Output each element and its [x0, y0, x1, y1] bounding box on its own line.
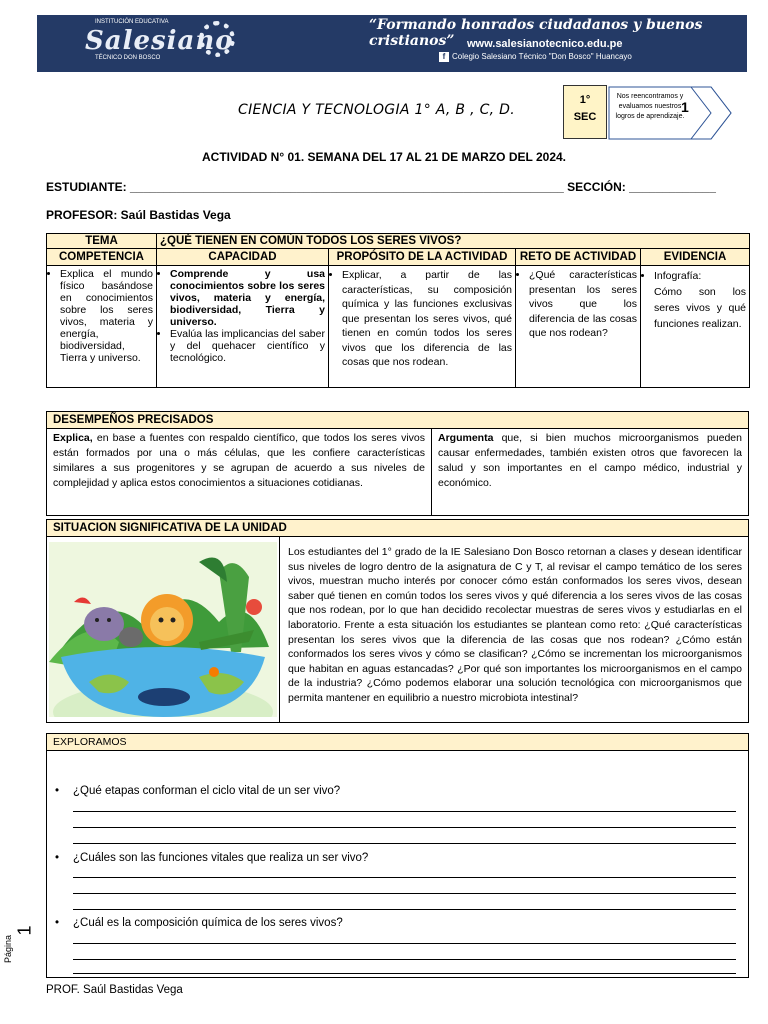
desempenos-section — [46, 411, 749, 516]
answer-line[interactable] — [73, 893, 736, 894]
page-label: Página — [3, 934, 14, 964]
situacion-body — [46, 537, 749, 723]
tema-label: TEMA — [47, 234, 157, 249]
reto-cell — [516, 266, 641, 388]
facebook-line — [439, 52, 632, 62]
capacidad-item: • Comprende y usa conocimientos sobre los seres vivos, materia y energía, biodiversidad, Tierra y universo. — [170, 268, 325, 328]
school-website: www.salesianotecnico.edu.pe — [467, 38, 623, 50]
page-number: 1 — [14, 925, 35, 936]
competencia-text: • Explica el mundo físico basándose en conocimientos sobre los seres vivos, materia y energía, biodiversidad, Tierra y universo. — [60, 268, 153, 364]
header-proposito: PROPÓSITO DE LA ACTIVIDAD — [329, 249, 516, 266]
proposito-text: • Explicar, a partir de las características, su composición química y las funciones exclusivas que presentan los seres vivos, qué tienen en común todos los seres vivos que los diferencia de las cosas que nos rodean. — [342, 268, 512, 370]
school-slogan: “Formando honrados ciudadanos y buenos cristianos” — [369, 17, 703, 49]
answer-line[interactable] — [73, 959, 736, 960]
answer-line[interactable] — [73, 877, 736, 878]
question-text: ¿Qué etapas conforman el ciclo vital de un ser vivo? — [73, 785, 341, 797]
situacion-section — [46, 519, 749, 723]
animals-globe-illustration — [49, 542, 277, 717]
facebook-page-name: Colegio Salesiano Técnico "Don Bosco" Huancayo — [452, 52, 632, 61]
bullet-icon: • — [55, 852, 60, 864]
header-capacidad: CAPACIDAD — [157, 249, 329, 266]
desempeno-right — [432, 429, 748, 515]
answer-line[interactable] — [73, 811, 736, 812]
activity-title: ACTIVIDAD N° 01. SEMANA DEL 17 AL 21 DE MARZO DEL 2024. — [202, 150, 566, 164]
school-logo-subtitle: TÉCNICO DON BOSCO — [95, 55, 161, 61]
answer-line[interactable] — [73, 843, 736, 844]
grade-ribbon — [563, 85, 733, 141]
ribbon-text: Nos reencontramos y evaluamos nuestros logros de aprendizaje. — [615, 93, 685, 120]
desempenos-body — [46, 429, 749, 516]
situacion-title: SITUACION SIGNIFICATIVA DE LA UNIDAD — [46, 519, 749, 537]
header-evidencia: EVIDENCIA — [641, 249, 750, 266]
capacidad-item: • Evalúa las implicancias del saber y del quehacer científico y tecnológico. — [170, 328, 325, 364]
competencia-cell — [47, 266, 157, 388]
answer-line[interactable] — [73, 943, 736, 944]
header-reto: RETO DE ACTIVIDAD — [516, 249, 641, 266]
evidencia-cell — [641, 266, 750, 388]
page-indicator — [3, 920, 35, 980]
school-logo-text: Salesiano — [85, 26, 234, 56]
bullet-icon: • — [55, 785, 60, 797]
question-item — [55, 785, 341, 797]
situacion-text: Los estudiantes del 1° grado de la IE Salesiano Don Bosco retornan a clases y desean identificar sus niveles de logro dentro de la asignatura de C y T, al revisar el campo temático de los seres vivos, muestran mucho interés por conocer cómo están conformados los seres vivos, desean saber qué tienen en común todos los seres vivos y qué diferencia a los seres vivos de las cosas que nos rodean, por lo que han decidido recolectar muestras de seres vivos y estudiarlas en el laboratorio. Frente a esta situación los estudiantes se plantean como reto: ¿Qué características presentan los seres vivos que la diferencia de las cosas que nos rodean? ¿Cómo están conformados los seres vivos y cómo se clasifican? ¿Cómo se incrementan los microorganismos que habitan en aguas estancadas? ¿Por qué son importantes los microorganismos en el campo de la industria? ¿Cómo podemos elaborar una solución tecnológica con microorganismos que permita mantener en equilibrio a nuestro microbiota intestinal? — [279, 537, 748, 722]
question-text: ¿Cuál es la composición química de los seres vivos? — [73, 917, 343, 929]
question-text: ¿Cuáles son las funciones vitales que realiza un ser vivo? — [73, 852, 369, 864]
footer-teacher: PROF. Saúl Bastidas Vega — [46, 984, 183, 996]
school-banner — [37, 15, 747, 72]
desempeno-right-text: que, si bien muchos microorganismos pueden causar enfermedades, también existen otros que favorecen la salud y son importantes en el campo médico, industrial y económico. — [438, 432, 742, 489]
learning-table — [46, 233, 750, 388]
desempeno-right-verb: Argumenta — [438, 432, 494, 444]
reto-text: • ¿Qué características presentan los seres vivos que los diferencia de las cosas que nos rodean? — [529, 268, 637, 341]
ribbon-number: 1 — [681, 99, 689, 115]
facebook-icon: f — [439, 52, 449, 62]
gear-logo-icon — [199, 21, 235, 57]
exploramos-body — [46, 751, 749, 978]
capacidad-cell — [157, 266, 329, 388]
answer-line[interactable] — [73, 827, 736, 828]
course-title: CIENCIA Y TECNOLOGIA 1° A, B , C, D. — [238, 102, 515, 118]
teacher-line: PROFESOR: Saúl Bastidas Vega — [46, 208, 231, 222]
tema-value: ¿QUÉ TIENEN EN COMÚN TODOS LOS SERES VIVOS? — [157, 234, 750, 249]
desempeno-left — [47, 429, 432, 515]
grade-box — [563, 85, 607, 139]
question-item — [55, 852, 369, 864]
evidencia-text: Cómo son los seres vivos y qué funciones realizan. — [654, 286, 747, 330]
bullet-icon: • — [55, 917, 60, 929]
proposito-cell — [329, 266, 516, 388]
desempeno-left-text: en base a fuentes con respaldo científico, que todos los seres vivos están formados por una o más células, que les confiere características similares a sus progenitores y se agrupan de acuerdo a sus niveles de complejidad y aplica estos conocimientos a situaciones cotidianas. — [53, 432, 425, 489]
student-line: ESTUDIANTE: _________________________________________________________________ SECCIÓN: _____________ — [46, 180, 716, 194]
question-item — [55, 917, 343, 929]
evidencia-title: • Infografía: — [654, 268, 746, 284]
header-competencia: COMPETENCIA — [47, 249, 157, 266]
institution-small-label: INSTITUCIÓN EDUCATIVA — [95, 19, 169, 25]
exploramos-title: EXPLORAMOS — [46, 733, 749, 751]
grade-level: SEC — [573, 111, 597, 123]
desempeno-left-verb: Explica, — [53, 432, 93, 444]
desempenos-title: DESEMPEÑOS PRECISADOS — [46, 411, 749, 429]
answer-line[interactable] — [73, 909, 736, 910]
exploramos-section — [46, 733, 749, 978]
grade-number: 1° — [579, 94, 591, 106]
answer-line[interactable] — [73, 973, 736, 974]
